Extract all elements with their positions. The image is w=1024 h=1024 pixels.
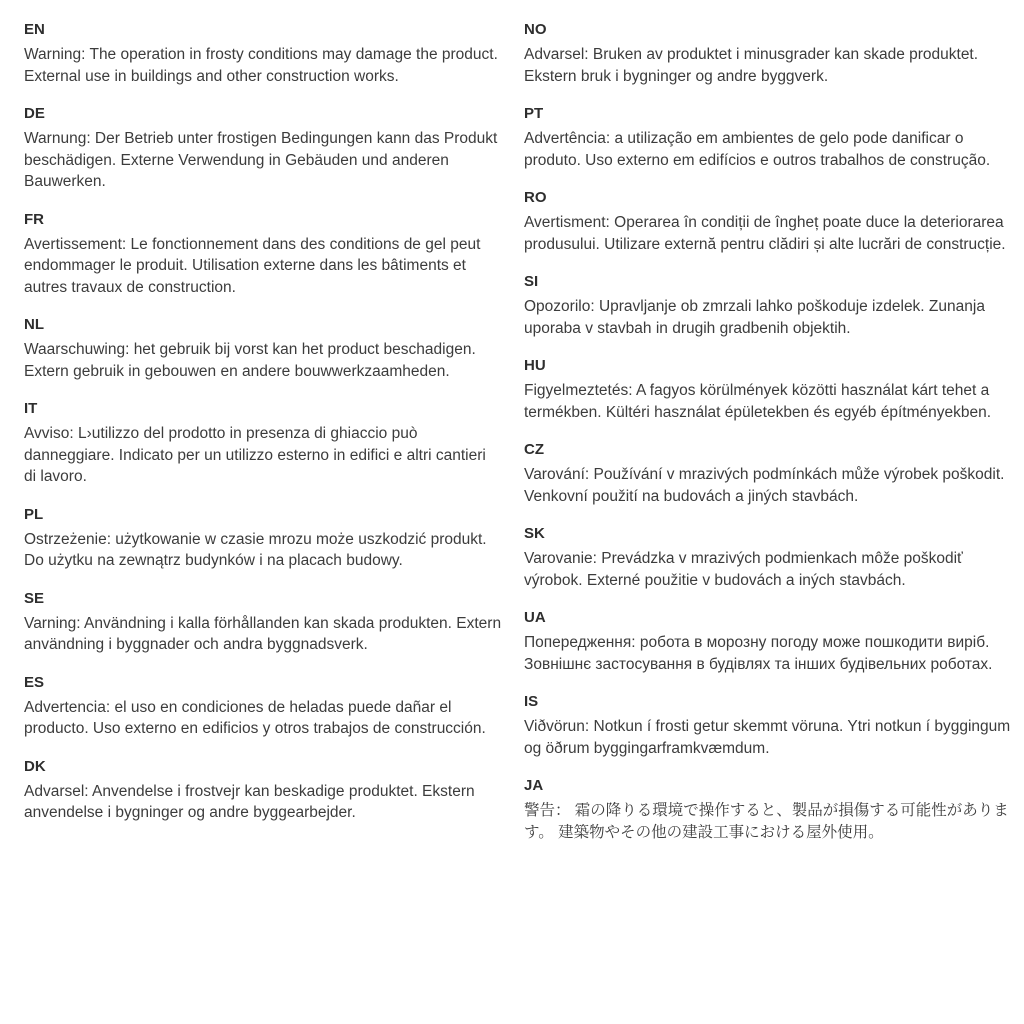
language-code: SI bbox=[524, 273, 539, 290]
warning-text: Avviso: L›utilizzo del prodotto in presenza di ghiaccio può danneggiare. Indicato per un utilizzo esterno in edifici e altri cantieri di lavoro. bbox=[24, 425, 486, 485]
warning-text: Opozorilo: Upravljanje ob zmrzali lahko poškoduje izdelek. Zunanja uporaba v stavbah in drugih gradbenih objektih. bbox=[524, 298, 985, 337]
language-code: FR bbox=[24, 210, 44, 228]
language-code: RO bbox=[524, 189, 547, 206]
right-column bbox=[524, 20, 1016, 860]
language-code: NO bbox=[524, 21, 547, 38]
language-section-dk bbox=[24, 757, 502, 824]
language-section-sk bbox=[524, 524, 1016, 591]
warning-text: Advarsel: Bruken av produktet i minusgrader kan skade produktet. Ekstern bruk i bygninger og andre byggverk. bbox=[524, 46, 979, 85]
left-column bbox=[24, 20, 502, 860]
language-section-hu bbox=[524, 356, 1016, 423]
language-code: JA bbox=[524, 777, 544, 794]
warning-text: Попередження: робота в морозну погоду може пошкодити виріб. Зовнішнє застосування в будівлях та інших будівельних роботах. bbox=[524, 634, 993, 673]
language-code: DK bbox=[24, 757, 46, 775]
language-section-fr bbox=[24, 210, 502, 299]
language-section-ja bbox=[524, 776, 1016, 843]
warning-text: Advertência: a utilização em ambientes de gelo pode danificar o produto. Uso externo em edifícios e outros trabalhos de construção. bbox=[524, 130, 991, 169]
language-section-ua bbox=[524, 608, 1016, 675]
warning-text: Warnung: Der Betrieb unter frostigen Bedingungen kann das Produkt beschädigen. Externe Verwendung in Gebäuden und anderen Bauwerken. bbox=[24, 130, 498, 190]
language-section-pt bbox=[524, 104, 1016, 171]
language-section-de bbox=[24, 104, 502, 193]
warning-text: Avertisment: Operarea în condiții de îngheț poate duce la deteriorarea produsului. Utilizare externă pentru clădiri și alte lucrări de construcție. bbox=[524, 214, 1006, 253]
warning-text: Viðvörun: Notkun í frosti getur skemmt vöruna. Ytri notkun í byggingum og öðrum byggingarframkvæmdum. bbox=[524, 718, 1011, 757]
language-section-cz bbox=[524, 440, 1016, 507]
language-section-ro bbox=[524, 188, 1016, 255]
language-section-se bbox=[24, 589, 502, 656]
language-code: PL bbox=[24, 505, 44, 523]
language-section-nl bbox=[24, 315, 502, 382]
warning-text: Waarschuwing: het gebruik bij vorst kan het product beschadigen. Extern gebruik in gebouwen en andere bouwwerkzaamheden. bbox=[24, 341, 476, 380]
language-code: SE bbox=[24, 589, 45, 607]
language-section-is bbox=[524, 692, 1016, 759]
language-section-it bbox=[24, 399, 502, 488]
warning-text: Varning: Användning i kalla förhållanden kan skada produkten. Extern användning i byggnader och andra byggnadsverk. bbox=[24, 614, 502, 653]
language-code: IT bbox=[24, 400, 38, 417]
language-code: IS bbox=[524, 693, 539, 710]
warning-text: Warning: The operation in frosty conditions may damage the product. External use in buildings and other construction works. bbox=[24, 46, 498, 85]
language-code: CZ bbox=[524, 441, 544, 458]
language-code: ES bbox=[24, 673, 45, 691]
warning-text: Advertencia: el uso en condiciones de heladas puede dañar el producto. Uso externo en edificios y otros trabajos de construcción. bbox=[24, 698, 486, 737]
warning-text: Figyelmeztetés: A fagyos körülmények közötti használat kárt tehet a termékben. Kültéri használat épületekben és egyéb építményekben. bbox=[524, 382, 992, 421]
language-code: PT bbox=[524, 105, 544, 122]
language-code: NL bbox=[24, 316, 44, 333]
language-section-es bbox=[24, 673, 502, 740]
language-code: DE bbox=[24, 105, 45, 122]
language-code: HU bbox=[524, 357, 546, 374]
language-code: EN bbox=[24, 21, 45, 38]
warning-text: 警告： 霜の降りる環境で操作すると、製品が損傷する可能性があります。 建築物やその他の建設工事における屋外使用。 bbox=[524, 802, 1009, 841]
language-code: SK bbox=[524, 525, 545, 542]
warning-text: Varování: Používání v mrazivých podmínkách může výrobek poškodit. Venkovní použití na budovách a jiných stavbách. bbox=[524, 466, 1005, 505]
warning-text: Varovanie: Prevádzka v mrazivých podmienkach môže poškodiť výrobok. Externé použitie v budovách a iných stavbách. bbox=[524, 550, 963, 589]
language-code: UA bbox=[524, 609, 546, 626]
language-section-si bbox=[524, 272, 1016, 339]
warning-text: Ostrzeżenie: użytkowanie w czasie mrozu może uszkodzić produkt. Do użytku na zewnątrz budynków i na placach budowy. bbox=[24, 530, 487, 569]
warning-text: Avertissement: Le fonctionnement dans des conditions de gel peut endommager le produit. Utilisation externe dans les bâtiments et autres travaux de construction. bbox=[24, 235, 481, 296]
language-section-pl bbox=[24, 505, 502, 572]
warning-text: Advarsel: Anvendelse i frostvejr kan beskadige produktet. Ekstern anvendelse i bygninger og andre byggearbejder. bbox=[24, 782, 475, 821]
language-section-no bbox=[524, 20, 1016, 87]
language-section-en bbox=[24, 20, 502, 87]
